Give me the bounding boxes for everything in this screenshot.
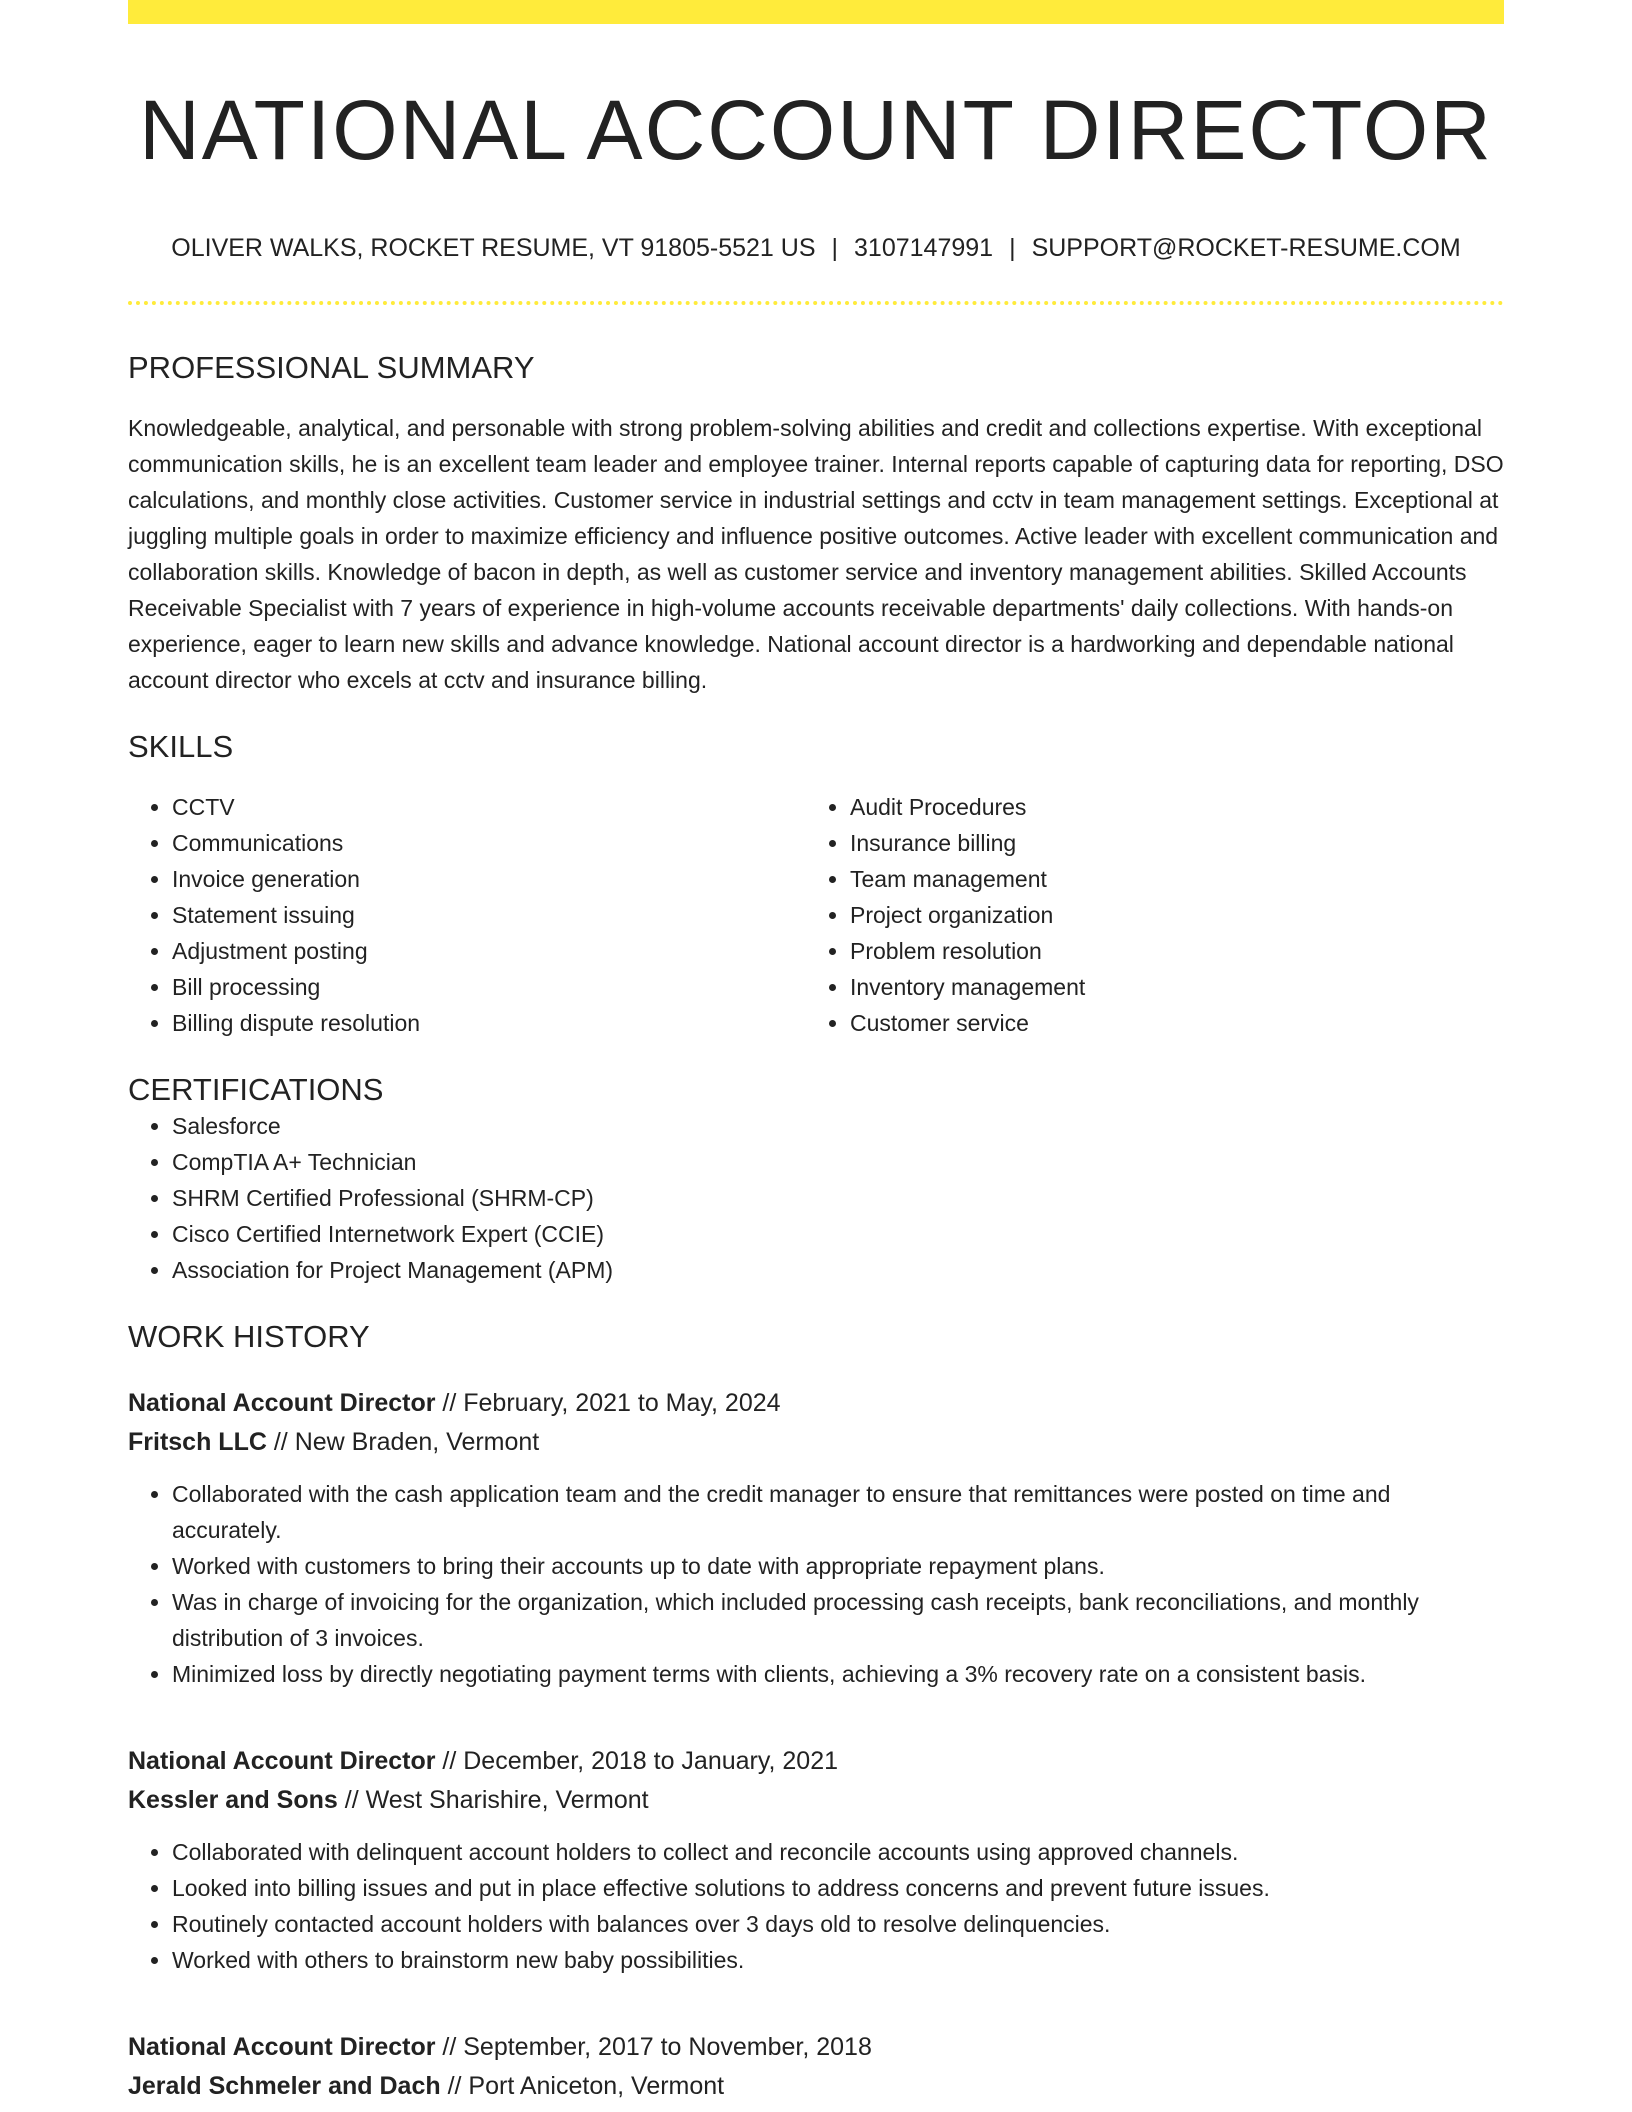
work-history-heading: WORK HISTORY: [128, 1319, 370, 1355]
skills-list-right: [806, 789, 1484, 1041]
work-history-section: [128, 1318, 1504, 2105]
contact-info: [128, 233, 1504, 263]
job-role: National Account Director: [128, 2032, 436, 2061]
job-company: Jerald Schmeler and Dach: [128, 2071, 441, 2100]
certification-item: • Association for Project Management (APM): [172, 1252, 1504, 1288]
skill-item: • Insurance billing: [850, 825, 1484, 861]
document-title: NATIONAL ACCOUNT DIRECTOR: [139, 83, 1493, 177]
job-title-line: [128, 2028, 1504, 2067]
skill-item: • Audit Procedures: [850, 789, 1484, 825]
job-duties-list: [128, 1476, 1504, 1692]
contact-separator: |: [1009, 233, 1016, 262]
skills-heading: SKILLS: [128, 728, 234, 764]
summary-heading: PROFESSIONAL SUMMARY: [128, 349, 535, 385]
job-duty: • Looked into billing issues and put in place effective solutions to address concerns and prevent future issues.: [172, 1870, 1504, 1906]
certifications-heading: CERTIFICATIONS: [128, 1072, 384, 1108]
contact-separator: |: [831, 233, 839, 262]
summary-text: Knowledgeable, analytical, and personable with strong problem-solving abilities and credit and collections expertise. With exceptional communication skills, he is an excellent team leader and employee trainer. Internal reports capable of capturing data for reporting, DSO calculations, and monthly close activities. Customer service in industrial settings and cctv in team management settings. Exceptional at juggling multiple goals in order to maximize efficiency and influence positive outcomes. Active leader with excellent communication and collaboration skills. Knowledge of bacon in depth, as well as customer service and inventory management abilities. Skilled Accounts Receivable Specialist with 7 years of experience in high-volume accounts receivable departments' daily collections. With hands-on experience, eager to learn new skills and advance knowledge. National account director is a hardworking and dependable national account director who excels at cctv and insurance billing.: [128, 414, 1504, 693]
job-location: // Port Aniceton, Vermont: [440, 2071, 725, 2100]
skills-column-left: [128, 789, 806, 1041]
skill-item: • CCTV: [172, 789, 806, 825]
job-company-line: [128, 1781, 1504, 1820]
skills-column-right: [806, 789, 1484, 1041]
job-entry: [128, 1742, 1504, 1978]
skill-item: • Invoice generation: [172, 861, 806, 897]
skills-section: [128, 728, 1504, 1041]
certification-item: • Cisco Certified Internetwork Expert (CCIE): [172, 1216, 1504, 1252]
job-location: // West Sharishire, Vermont: [337, 1785, 649, 1814]
job-title-line: [128, 1742, 1504, 1781]
skill-item: • Bill processing: [172, 969, 806, 1005]
job-duty: • Was in charge of invoicing for the organization, which included processing cash receipts, bank reconciliations, and monthly distribution of 3 invoices.: [172, 1584, 1504, 1656]
job-location: // New Braden, Vermont: [266, 1427, 540, 1456]
resume-page: [128, 0, 1504, 2106]
contact-email: SUPPORT@ROCKET-RESUME.COM: [1031, 233, 1461, 262]
skill-item: • Team management: [850, 861, 1484, 897]
summary-section: [128, 349, 1504, 698]
job-company-line: [128, 1423, 1504, 1462]
skill-item: • Communications: [172, 825, 806, 861]
skill-item: • Customer service: [850, 1005, 1484, 1041]
job-duty: • Worked with others to brainstorm new baby possibilities.: [172, 1942, 1504, 1978]
job-dates: // February, 2021 to May, 2024: [435, 1388, 781, 1417]
skills-list-left: [128, 789, 806, 1041]
certification-item: • Salesforce: [172, 1108, 1504, 1144]
certifications-list: [128, 1108, 1504, 1288]
skill-item: • Problem resolution: [850, 933, 1484, 969]
job-dates: // September, 2017 to November, 2018: [435, 2032, 872, 2061]
job-duty: • Collaborated with the cash application team and the credit manager to ensure that remittances were posted on time and accurately.: [172, 1476, 1504, 1548]
job-role: National Account Director: [128, 1388, 436, 1417]
job-duty: • Worked with customers to bring their accounts up to date with appropriate repayment plans.: [172, 1548, 1504, 1584]
job-entry: [128, 2028, 1504, 2106]
top-accent-bar: [128, 0, 1504, 24]
contact-address: OLIVER WALKS, ROCKET RESUME, VT 91805-5521 US: [171, 233, 816, 262]
skill-item: • Billing dispute resolution: [172, 1005, 806, 1041]
skill-item: • Adjustment posting: [172, 933, 806, 969]
job-duty: • Minimized loss by directly negotiating payment terms with clients, achieving a 3% recovery rate on a consistent basis.: [172, 1656, 1504, 1692]
job-duties-list: [128, 1834, 1504, 1978]
job-company: Fritsch LLC: [128, 1427, 267, 1456]
job-duty: • Collaborated with delinquent account holders to collect and reconcile accounts using approved channels.: [172, 1834, 1504, 1870]
job-dates: // December, 2018 to January, 2021: [435, 1746, 839, 1775]
certification-item: • SHRM Certified Professional (SHRM-CP): [172, 1180, 1504, 1216]
job-company: Kessler and Sons: [128, 1785, 338, 1814]
certification-item: • CompTIA A+ Technician: [172, 1144, 1504, 1180]
job-title-line: [128, 1384, 1504, 1423]
skills-grid: [128, 789, 1504, 1041]
skill-item: • Statement issuing: [172, 897, 806, 933]
dotted-divider: [128, 301, 1504, 305]
skill-item: • Inventory management: [850, 969, 1484, 1005]
contact-phone: 3107147991: [854, 233, 994, 262]
certifications-section: [128, 1071, 1504, 1288]
job-role: National Account Director: [128, 1746, 436, 1775]
job-company-line: [128, 2067, 1504, 2106]
job-duty: • Routinely contacted account holders with balances over 3 days old to resolve delinquencies.: [172, 1906, 1504, 1942]
job-entry: [128, 1384, 1504, 1692]
skill-item: • Project organization: [850, 897, 1484, 933]
